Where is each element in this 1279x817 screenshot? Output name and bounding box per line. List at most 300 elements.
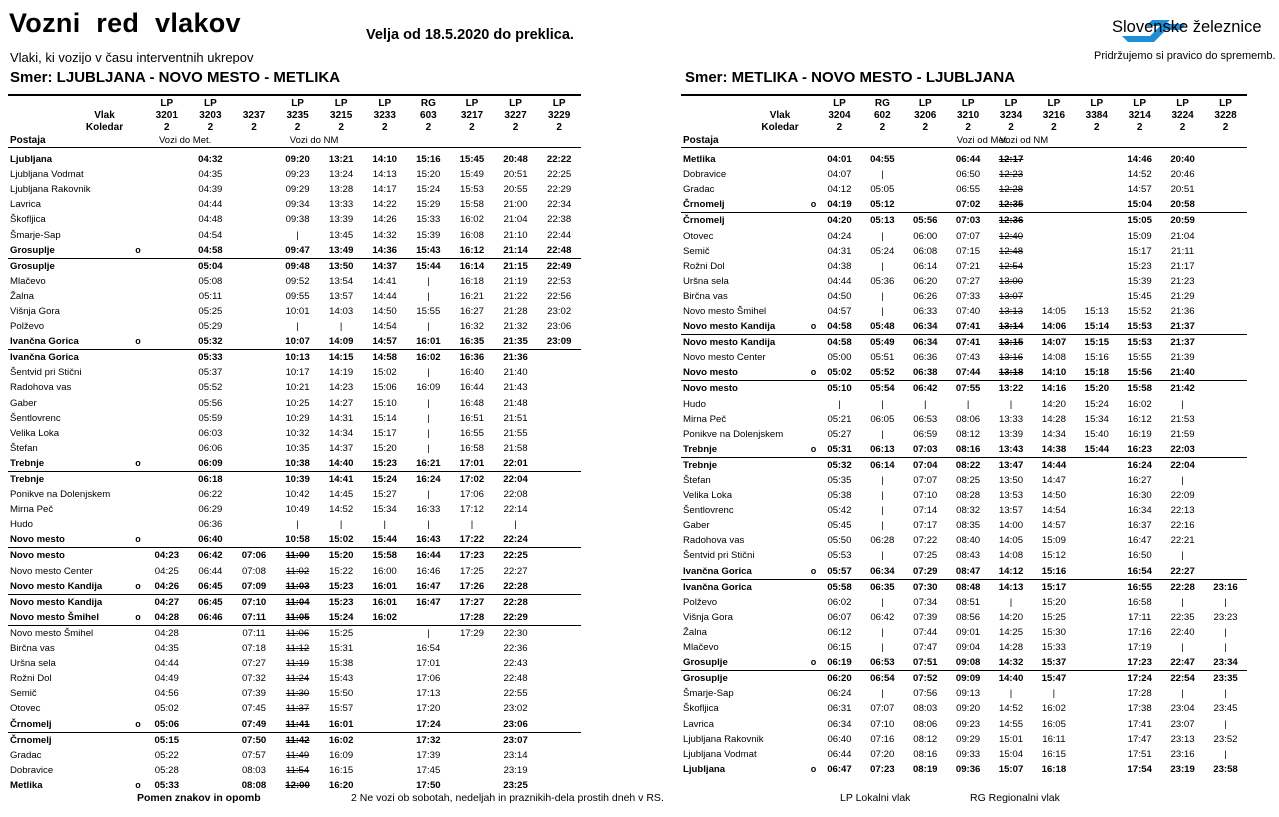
time-cell: 06:59 — [913, 428, 938, 440]
time-cell: 06:45 — [198, 596, 223, 608]
arrival-mark — [131, 441, 145, 456]
time-cell — [1204, 427, 1247, 442]
calendar-code: 2 — [294, 122, 301, 133]
time-cell: 21:28 — [503, 305, 528, 317]
station-name: Radohova vas — [683, 535, 745, 547]
station-name: Gaber — [683, 520, 710, 532]
time-cell: 15:20 — [1084, 383, 1110, 395]
arrival-mark — [809, 747, 818, 762]
time-cell: | — [427, 321, 430, 333]
cancelled-time: 11:19 — [285, 658, 310, 670]
timetable-ljubljana-metlika — [8, 98, 581, 793]
time-cell: 17:32 — [416, 734, 441, 746]
time-cell: 20:46 — [1170, 169, 1195, 181]
time-cell: 14:23 — [329, 382, 354, 394]
time-cell: 16:20 — [328, 779, 354, 791]
time-cell: 15:23 — [363, 456, 407, 472]
station-name: Šentvid pri Stični — [10, 367, 82, 379]
time-cell: 17:41 — [1127, 718, 1152, 730]
station-name: Ivančna Gorica — [10, 352, 79, 364]
station-name: Grosuplje — [681, 655, 809, 671]
time-cell: 16:14 — [459, 260, 485, 272]
time-cell: 04:32 — [198, 154, 223, 166]
calendar-code: 2 — [338, 122, 344, 133]
time-cell: 10:17 — [285, 367, 310, 379]
time-cell: 04:28 — [154, 627, 179, 639]
time-cell — [145, 532, 189, 548]
time-cell: 08:12 — [913, 733, 938, 745]
time-cell — [1204, 259, 1247, 274]
time-cell: 06:24 — [827, 688, 852, 700]
time-cell — [189, 656, 233, 671]
time-cell — [1075, 655, 1118, 671]
time-cell: 05:27 — [827, 428, 852, 440]
cancelled-time: 13:13 — [999, 305, 1024, 317]
time-cell: 20:55 — [503, 184, 528, 196]
time-cell: | — [881, 398, 884, 410]
arrival-mark — [131, 625, 145, 641]
time-cell: 07:32 — [241, 673, 266, 685]
station-name: Črnomelj — [10, 734, 52, 746]
time-cell: 06:44 — [955, 154, 981, 166]
time-cell: | — [427, 412, 430, 424]
arrival-mark — [131, 258, 145, 274]
time-cell: 22:48 — [503, 673, 528, 685]
time-cell — [1075, 747, 1118, 762]
time-cell: 23:58 — [1213, 763, 1238, 775]
time-cell: 14:26 — [372, 214, 397, 226]
arrival-mark — [131, 197, 145, 212]
station-name: Lavrica — [10, 199, 41, 211]
time-cell: 14:25 — [999, 626, 1024, 638]
time-cell — [189, 763, 233, 778]
time-cell: 07:30 — [912, 581, 938, 593]
time-cell: 21:37 — [1161, 319, 1204, 335]
time-cell — [276, 625, 320, 641]
time-cell: 06:53 — [913, 413, 938, 425]
time-cell: 09:04 — [956, 642, 981, 654]
time-cell: 09:48 — [285, 260, 310, 272]
time-cell: 16:55 — [459, 427, 484, 439]
time-cell — [537, 441, 581, 456]
via-note-cell — [450, 134, 494, 148]
via-note-cell — [407, 134, 451, 148]
time-cell — [145, 350, 189, 366]
time-cell: 06:35 — [870, 581, 895, 593]
time-cell: 23:13 — [1170, 733, 1195, 745]
time-cell: 06:28 — [870, 535, 895, 547]
time-cell: 04:31 — [827, 245, 852, 257]
time-cell: 05:25 — [198, 305, 223, 317]
time-cell: 06:03 — [198, 427, 223, 439]
time-cell — [537, 701, 581, 716]
time-cell: 15:02 — [319, 532, 363, 548]
timetable-row — [681, 564, 1247, 580]
time-cell — [276, 579, 320, 595]
time-cell: 21:29 — [1170, 290, 1195, 302]
time-cell — [537, 594, 581, 610]
station-name: Semič — [683, 245, 710, 257]
station-name: Novo mesto — [683, 383, 738, 395]
vlak-label: Vlak — [94, 110, 115, 121]
timetable-row — [8, 350, 581, 366]
station-name: Mirna Peč — [683, 413, 727, 425]
time-cell: 06:40 — [189, 532, 233, 548]
time-cell: 14:20 — [999, 611, 1024, 623]
time-cell: 14:13 — [998, 581, 1024, 593]
time-cell: 15:24 — [372, 474, 398, 486]
time-cell: 08:40 — [956, 535, 981, 547]
via-note-cell — [276, 134, 339, 148]
time-cell: 22:55 — [503, 688, 528, 700]
direction-right-title: Smer: METLIKA - NOVO MESTO - LJUBLJANA — [685, 69, 1016, 86]
time-cell: 22:29 — [494, 610, 538, 626]
time-cell: 07:44 — [947, 365, 990, 381]
time-cell — [1204, 350, 1247, 365]
time-cell — [189, 778, 233, 793]
time-cell: 10:38 — [276, 456, 320, 472]
cancelled-time: 13:18 — [998, 367, 1024, 379]
train-type: LP — [378, 98, 392, 109]
time-cell: 22:29 — [547, 184, 572, 196]
time-cell: 04:28 — [145, 610, 189, 626]
station-name: Metlika — [683, 154, 716, 166]
time-cell: 15:29 — [416, 199, 441, 211]
time-cell — [1204, 381, 1247, 397]
time-cell: 22:03 — [1161, 442, 1204, 458]
time-cell: 16:09 — [329, 749, 354, 761]
station-name: Rožni Dol — [683, 260, 725, 272]
time-cell: 14:50 — [372, 305, 397, 317]
time-cell: 04:55 — [870, 154, 895, 166]
time-cell — [1204, 518, 1247, 533]
timetable-row — [8, 441, 581, 456]
page-title: Vozni red vlakov — [9, 8, 241, 38]
time-cell: 08:43 — [956, 550, 981, 562]
train-number: 3203 — [199, 110, 222, 121]
station-name: Šentlovrenc — [10, 412, 61, 424]
time-cell: 17:11 — [1128, 611, 1152, 623]
arrival-mark — [131, 304, 145, 319]
time-cell: | — [1224, 748, 1227, 760]
time-cell: | — [881, 290, 884, 302]
time-cell — [276, 701, 320, 716]
time-cell: 17:39 — [416, 749, 441, 761]
time-cell — [1075, 488, 1118, 503]
calendar-code: 2 — [207, 122, 214, 133]
cancelled-time: 12:17 — [998, 154, 1024, 166]
time-cell — [1075, 244, 1118, 259]
time-cell: 06:14 — [870, 459, 895, 471]
time-cell: 13:53 — [999, 490, 1024, 502]
time-cell: 04:58 — [818, 319, 861, 335]
time-cell: 06:19 — [818, 655, 861, 671]
time-cell — [1075, 274, 1118, 289]
time-cell: 14:20 — [1041, 398, 1066, 410]
train-number: 3206 — [914, 110, 937, 121]
train-number: 3217 — [460, 110, 484, 121]
time-cell: 15:45 — [459, 154, 485, 166]
station-name: Novo mesto — [10, 550, 65, 562]
time-cell: 14:07 — [1041, 337, 1067, 349]
time-cell: 15:15 — [1084, 337, 1110, 349]
time-cell — [990, 182, 1033, 197]
time-cell: | — [1052, 688, 1056, 700]
time-cell: | — [881, 428, 884, 440]
time-cell — [1075, 259, 1118, 274]
arrival-mark — [809, 304, 818, 319]
time-cell: 06:42 — [912, 383, 938, 395]
time-cell: 05:21 — [827, 413, 852, 425]
time-cell: 16:02 — [416, 352, 441, 364]
time-cell: 22:56 — [547, 290, 572, 302]
koledar-label: Koledar — [85, 122, 124, 133]
time-cell — [537, 732, 581, 748]
time-cell: 17:45 — [416, 764, 441, 776]
time-cell — [363, 656, 407, 671]
time-cell: 07:11 — [232, 610, 276, 626]
time-cell — [276, 594, 320, 610]
time-cell — [145, 426, 189, 441]
time-cell: 16:24 — [416, 474, 441, 486]
timetable-row — [8, 732, 581, 748]
time-cell: 09:08 — [947, 655, 990, 671]
time-cell: 17:19 — [1127, 642, 1152, 654]
time-cell: 17:06 — [459, 489, 484, 501]
arrival-mark — [809, 579, 818, 595]
time-cell — [1075, 640, 1118, 655]
train-number: 3237 — [242, 110, 266, 121]
time-cell: 06:45 — [189, 579, 233, 595]
time-cell — [1032, 244, 1075, 259]
time-cell — [537, 763, 581, 778]
train-number: 3224 — [1171, 110, 1194, 121]
time-cell — [537, 564, 581, 579]
timetable-row — [681, 732, 1247, 747]
koledar-label: Koledar — [761, 122, 799, 133]
arrival-mark — [809, 289, 818, 304]
time-cell: 10:01 — [285, 305, 310, 317]
time-cell: 20:59 — [1170, 215, 1195, 227]
arrival-mark — [809, 701, 818, 716]
time-cell: 10:25 — [285, 397, 310, 409]
time-cell — [189, 748, 233, 763]
time-cell: 06:05 — [870, 413, 895, 425]
time-cell: 05:33 — [154, 779, 180, 791]
station-name: Črnomelj — [683, 215, 725, 227]
time-cell: 07:34 — [913, 596, 938, 608]
time-cell: 06:34 — [912, 337, 938, 349]
time-cell: 16:35 — [450, 334, 494, 350]
time-cell: 05:02 — [818, 365, 861, 381]
time-cell: 22:27 — [1161, 564, 1204, 580]
time-cell: | — [427, 290, 430, 302]
timetable-row — [681, 289, 1247, 304]
time-cell: 17:01 — [416, 658, 441, 670]
time-cell: 15:58 — [459, 199, 484, 211]
time-cell — [276, 763, 320, 778]
time-cell — [1204, 167, 1247, 182]
time-cell: | — [296, 229, 299, 241]
time-cell: 17:24 — [407, 716, 451, 732]
time-cell — [145, 197, 189, 212]
time-cell — [189, 716, 233, 732]
time-cell — [537, 517, 581, 532]
station-name: Ivančna Gorica — [683, 581, 752, 593]
time-cell — [232, 471, 276, 487]
timetable-row — [8, 411, 581, 426]
time-cell: 05:50 — [827, 535, 852, 547]
time-cell: 10:32 — [285, 427, 310, 439]
time-cell: 17:54 — [1127, 763, 1152, 775]
time-cell: 15:53 — [1118, 319, 1161, 335]
via-note: Vozi do NM — [289, 134, 339, 146]
time-cell: 08:06 — [913, 718, 938, 730]
time-cell: 04:56 — [154, 688, 179, 700]
time-cell: 08:28 — [956, 490, 981, 502]
time-cell — [1032, 152, 1075, 167]
station-name: Novo mesto Šmihel — [10, 627, 94, 639]
time-cell — [363, 686, 407, 701]
time-cell: 06:36 — [198, 519, 223, 531]
cancelled-time: 13:14 — [998, 321, 1024, 333]
time-cell: 06:40 — [827, 733, 852, 745]
time-cell: 17:28 — [450, 610, 494, 626]
time-cell: 06:34 — [904, 319, 947, 335]
station-name: Škofljica — [683, 703, 719, 715]
time-cell: 09:34 — [285, 199, 310, 211]
cancelled-time: 11:30 — [285, 688, 310, 700]
time-cell: 16:21 — [407, 456, 451, 472]
time-cell — [990, 274, 1033, 289]
timetable-row — [681, 595, 1247, 610]
train-number: 602 — [874, 110, 891, 121]
time-cell: 07:43 — [956, 352, 981, 364]
arrival-mark — [809, 716, 818, 731]
time-cell — [1075, 457, 1118, 473]
time-cell: 15:09 — [1127, 230, 1152, 242]
train-type: LP — [1176, 98, 1189, 109]
cancelled-time: 11:12 — [285, 643, 310, 655]
time-cell: 16:40 — [459, 367, 484, 379]
time-cell: 16:55 — [1127, 581, 1152, 593]
timetable-row — [8, 532, 581, 548]
calendar-code: 2 — [1179, 122, 1186, 133]
time-cell: 14:37 — [372, 260, 398, 272]
time-cell: 13:33 — [999, 413, 1024, 425]
arrival-mark — [809, 259, 818, 274]
time-cell: 08:48 — [955, 581, 981, 593]
time-cell — [145, 487, 189, 502]
time-cell: 21:36 — [503, 352, 528, 364]
time-cell: 04:35 — [154, 643, 179, 655]
timetable-row — [681, 319, 1247, 335]
arrival-mark — [809, 228, 818, 243]
time-cell: 04:20 — [827, 215, 852, 227]
timetable-row — [8, 319, 581, 334]
time-cell: 08:32 — [956, 505, 981, 517]
time-cell: 15:55 — [416, 305, 441, 317]
time-cell — [189, 732, 233, 748]
time-cell: 22:43 — [503, 658, 528, 670]
time-cell — [450, 641, 494, 656]
time-cell: 14:00 — [999, 520, 1024, 532]
time-cell: 23:16 — [1170, 748, 1195, 760]
time-cell: 04:39 — [198, 184, 223, 196]
time-cell: 15:38 — [329, 658, 354, 670]
time-cell — [1075, 762, 1118, 777]
timetable-row — [681, 197, 1247, 213]
time-cell — [1204, 397, 1247, 412]
cancelled-time: 13:15 — [998, 337, 1024, 349]
time-cell: 07:39 — [913, 611, 938, 623]
time-cell: 09:33 — [956, 748, 981, 760]
arrival-mark — [809, 595, 818, 610]
time-cell: 04:38 — [827, 260, 852, 272]
cancelled-time: 11:02 — [285, 565, 310, 577]
time-cell — [1075, 473, 1118, 488]
timetable-row — [681, 152, 1247, 167]
station-name: Lavrica — [683, 718, 714, 730]
time-cell: 08:47 — [947, 564, 990, 580]
time-cell: 07:39 — [241, 688, 266, 700]
cancelled-time: 12:00 — [285, 779, 310, 791]
time-cell: 14:22 — [372, 199, 397, 211]
time-cell: | — [427, 627, 430, 639]
time-cell — [537, 411, 581, 426]
time-cell: 06:55 — [956, 184, 981, 196]
time-cell: 21:14 — [494, 243, 538, 259]
arrival-mark — [809, 640, 818, 655]
time-cell: 16:47 — [407, 579, 451, 595]
station-name: Otovec — [10, 703, 41, 715]
time-cell: 05:57 — [818, 564, 861, 580]
time-cell — [1032, 167, 1075, 182]
time-cell: 15:58 — [372, 550, 398, 562]
train-type: RG — [874, 98, 890, 109]
time-cell — [276, 610, 320, 626]
time-cell — [232, 182, 276, 197]
time-cell — [363, 641, 407, 656]
time-cell: 06:15 — [827, 642, 852, 654]
arrival-mark: o — [131, 610, 145, 626]
timetable-row — [8, 656, 581, 671]
arrival-mark — [809, 518, 818, 533]
arrival-mark — [131, 396, 145, 411]
train-number: 3214 — [1128, 110, 1151, 121]
time-cell: 16:37 — [1127, 520, 1152, 532]
station-name: Birčna vas — [10, 643, 55, 655]
time-cell: 14:41 — [328, 474, 354, 486]
timetable-row — [681, 548, 1247, 563]
time-cell: 17:47 — [1127, 733, 1152, 745]
train-number: 3233 — [373, 110, 396, 121]
time-cell: 16:54 — [1118, 564, 1161, 580]
time-cell: 13:57 — [999, 505, 1024, 517]
postaja-label: Postaja — [681, 134, 809, 148]
time-cell: 15:25 — [329, 627, 354, 639]
time-cell — [1204, 197, 1247, 213]
train-number: 603 — [420, 110, 437, 121]
time-cell: | — [1009, 688, 1013, 700]
time-cell: 05:12 — [861, 197, 904, 213]
timetable-row — [8, 686, 581, 701]
arrival-mark — [131, 732, 145, 748]
time-cell — [990, 228, 1033, 243]
time-cell — [145, 212, 189, 227]
time-cell: 07:07 — [870, 703, 895, 715]
timetable-row — [8, 517, 581, 532]
